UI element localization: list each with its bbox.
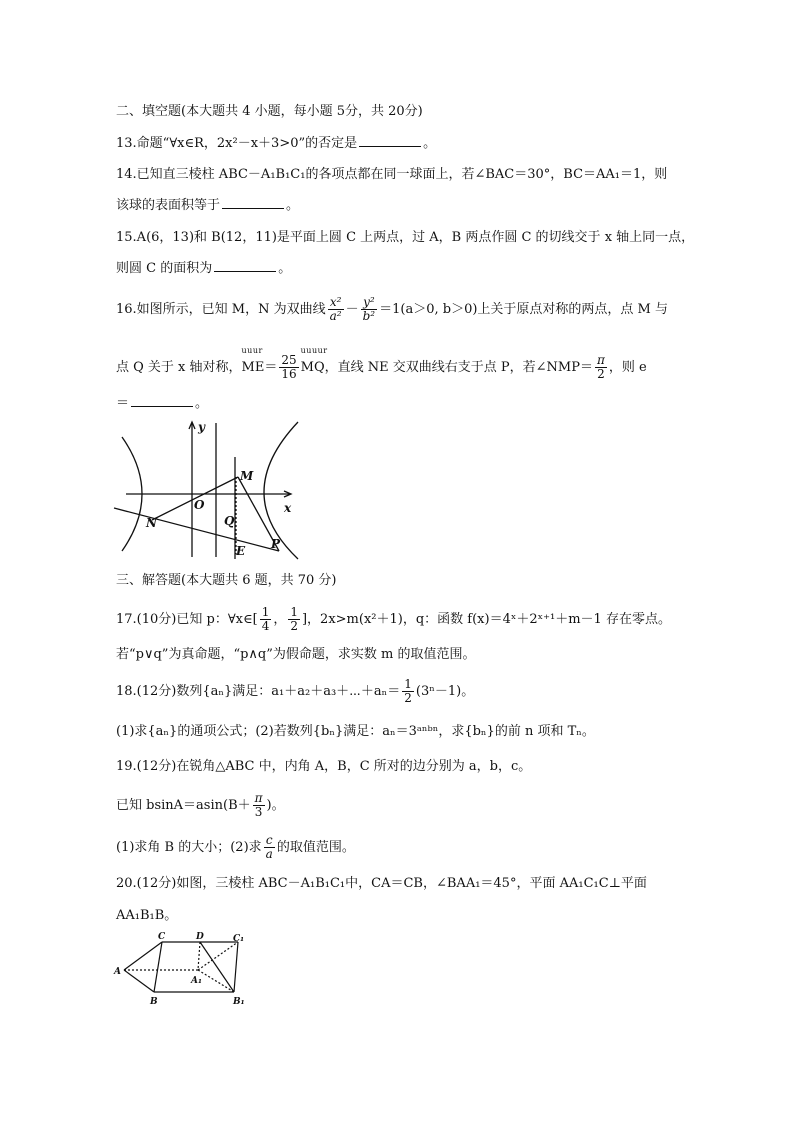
fraction-pi-3: $\frac{\pi}{3}$ (254, 791, 263, 819)
fraction-1-2: $\frac{1}{2}$ (290, 605, 298, 633)
label-m: M (240, 469, 254, 483)
question-14-line2 (116, 196, 299, 216)
hyperbola-figure (112, 417, 306, 560)
question-16-line3: ＝ 。 (116, 396, 209, 411)
question-20-line1: 20.(12分)如图，三棱柱 ABC－A₁B₁C₁中，CA＝CB，∠BAA₁＝45°，平面 AA₁C₁C⊥平面 (116, 876, 647, 891)
q16-l2a: 点 Q 关于 x 轴对称， (116, 360, 242, 375)
question-19-line1: 19.(12分)在锐角△ABC 中，内角 A，B，C 所对的边分别为 a，b，c。 (116, 759, 532, 774)
answer-blank (359, 134, 421, 147)
q15-end: 。 (278, 261, 292, 276)
q14-end: 。 (286, 198, 300, 213)
q13-text: 13.命题“∀x∈R，2x²－x＋3>0”的否定是 (116, 136, 358, 151)
label-n: N (146, 516, 157, 530)
question-16-line2: 点 Q 关于 x 轴对称， uuur ME＝ $\frac{25}{16}$ uuuur MQ，直线 NE 交双曲线右支于点 P，若∠NMP＝ $\frac{\pi}{2}$ ，则 e (116, 346, 647, 381)
fraction-c-a: $\frac{c}{a}$ (265, 833, 273, 861)
label-e: E (236, 544, 246, 558)
vector-me: uuur ME (241, 346, 265, 375)
label-b1: B₁ (233, 997, 245, 1007)
edge-db1 (200, 942, 234, 992)
question-15-line2 (116, 259, 291, 279)
label-p: P (271, 537, 281, 551)
answer-blank (131, 394, 193, 407)
question-13 (116, 134, 436, 154)
prism-figure (112, 930, 262, 1010)
question-17-line1: 17.(10分)已知 p：∀x∈[ $\frac{1}{4}$ ， $\frac{1}{2}$ ]，2x>m(x²＋1)，q：函数 f(x)＝4ˣ＋2ˣ⁺¹＋m－1 存在零点。 (116, 605, 671, 633)
question-18-line2: (1)求{aₙ}的通项公式；(2)若数列{bₙ}满足：aₙ＝3ᵃⁿᵇⁿ，求{bₙ}的前 n 项和 Tₙ。 (116, 724, 595, 739)
question-18-line1: 18.(12分)数列{aₙ}满足：a₁＋a₂＋a₃＋⋯＋aₙ＝ $\frac{1}{2}$ (3ⁿ－1)。 (116, 677, 475, 705)
vector-mq: uuuur MQ (300, 346, 328, 375)
label-a1: A₁ (191, 976, 202, 986)
q16-post: 上关于原点对称的两点，点 M 与 (477, 302, 668, 317)
question-17-line2: 若“p∨q”为真命题，“p∧q”为假命题，求实数 m 的取值范围。 (116, 647, 476, 662)
fraction-y2-b2: $\frac{\text{y²}}{\text{b²}}$ (362, 295, 376, 323)
edge-ca (124, 942, 162, 970)
answer-blank (222, 196, 284, 209)
q16-condition: ＝1(a＞0, b＞0) (379, 302, 478, 317)
label-c1: C₁ (233, 934, 245, 944)
q16-pre: 16.如图所示，已知 M，N 为双曲线 (116, 302, 326, 317)
q16-l2c: ，则 e (608, 360, 647, 375)
label-o: O (194, 498, 205, 512)
question-16-line1: 16.如图所示，已知 M，N 为双曲线 $\frac{\text{x²}}{\text{a²}}$ － $\frac{\text{y²}}{\text{b²}}$ ＝1(a＞0, b＞0)上关于原点对称的两点，点 M 与 (116, 295, 668, 323)
question-20-line2: AA₁B₁B。 (116, 908, 178, 923)
fraction-1-4: $\frac{1}{4}$ (261, 605, 270, 633)
fraction-25-16: $\frac{25}{16}$ (281, 353, 297, 381)
line-np (114, 508, 279, 551)
q14-text: 该球的表面积等于 (116, 198, 221, 213)
label-d: D (196, 932, 204, 942)
edge-cb (154, 942, 162, 992)
edge-da1 (198, 942, 200, 970)
fraction-pi-2: $\frac{\pi}{2}$ (596, 353, 605, 381)
edge-a1c1 (198, 942, 238, 970)
label-q: Q (224, 514, 235, 528)
q15-text: 则圆 C 的面积为 (116, 261, 213, 276)
fraction-x2-a2: $\frac{\text{x²}}{\text{a²}}$ (329, 295, 342, 323)
question-19-line2: 已知 bsinA＝asin(B＋ $\frac{\pi}{3}$ )。 (116, 791, 285, 819)
section-2-heading: 二、填空题(本大题共 4 小题，每小题 5分，共 20分) (116, 104, 423, 119)
question-15-line1: 15.A(6，13)和 B(12，11)是平面上圆 C 上两点，过 A，B 两点作圆 C 的切线交于 x 轴上同一点， (116, 230, 695, 245)
label-a: A (114, 967, 121, 977)
edge-c1b1 (234, 942, 238, 992)
label-b: B (150, 997, 158, 1007)
q16-l2b: ，直线 NE 交双曲线右支于点 P，若∠NMP＝ (324, 360, 593, 375)
edge-ab (124, 970, 154, 992)
answer-blank (214, 259, 276, 272)
label-c: C (158, 932, 166, 942)
label-x: x (284, 501, 292, 515)
question-19-line3: (1)求角 B 的大小；(2)求 $\frac{c}{a}$ 的取值范围。 (116, 833, 355, 861)
edge-a1b1 (198, 970, 234, 992)
label-y: y (198, 420, 205, 434)
fraction-1-2: $\frac{1}{2}$ (404, 677, 412, 705)
section-3-heading: 三、解答题(本大题共 6 题，共 70 分) (116, 573, 337, 588)
hyperbola-right-branch (264, 422, 298, 559)
q13-end: 。 (423, 136, 437, 151)
question-14-line1: 14.已知直三棱柱 ABC－A₁B₁C₁的各项点都在同一球面上，若∠BAC＝30°，BC＝AA₁＝1，则 (116, 167, 668, 182)
